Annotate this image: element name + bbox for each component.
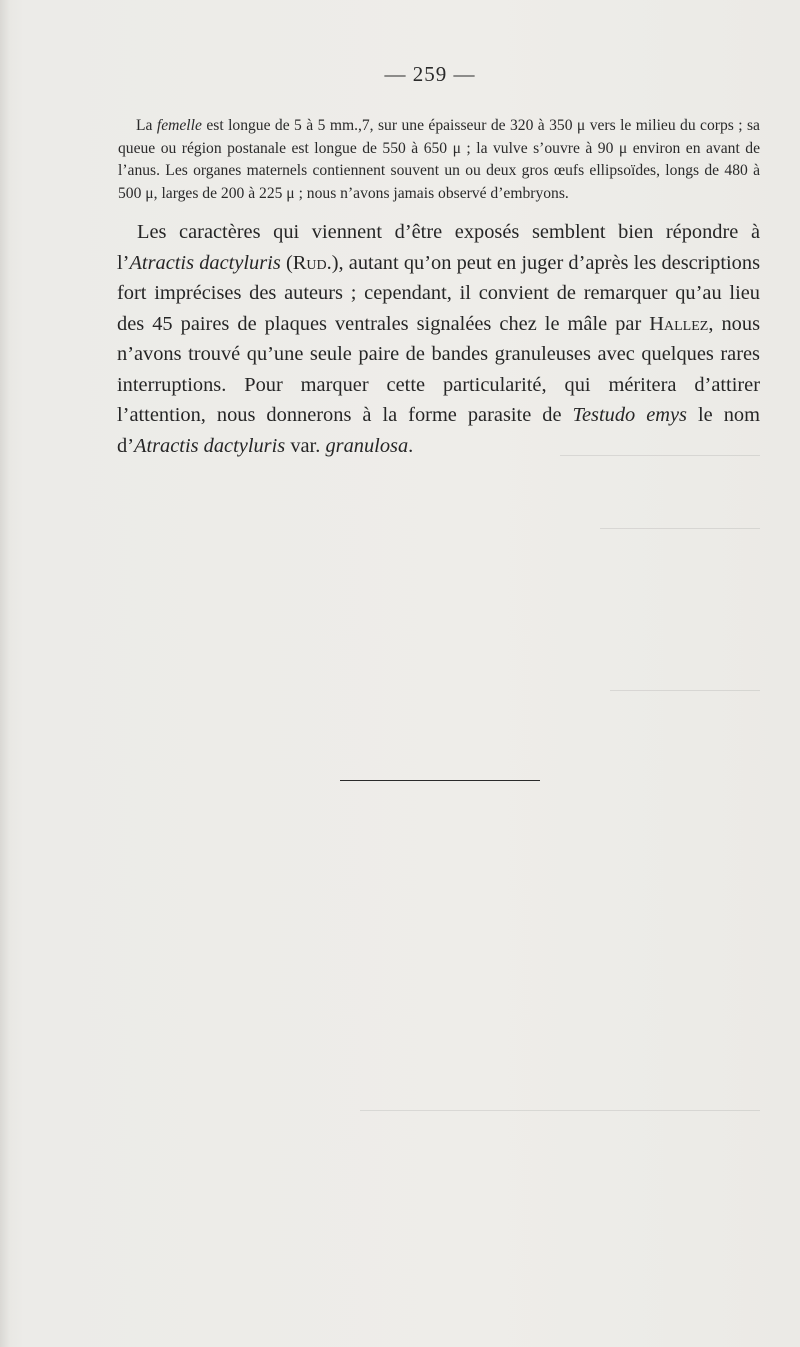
page-number: — 259 —	[384, 62, 476, 86]
text-run: (	[280, 251, 293, 274]
text-run: La	[136, 117, 157, 134]
female-description-paragraph	[118, 115, 760, 205]
show-through-line	[360, 1110, 760, 1111]
author-name-hallez: Hallez	[649, 312, 709, 335]
main-discussion-paragraph	[117, 217, 760, 461]
text-run: .	[408, 434, 414, 457]
variety-name: granulosa	[325, 434, 409, 457]
species-name: Atractis dactyluris	[134, 434, 286, 457]
host-species-name: Testudo emys	[572, 404, 687, 426]
italic-term-femelle: femelle	[156, 117, 202, 134]
show-through-line	[560, 455, 760, 456]
text-run: , nous n’avons trouvé qu’une seule paire de bandes granuleuses avec quelques rares interruptions. Pour marquer cette particularité, qui méritera d’attirer l’attention, nous donnerons à la forme parasite de	[117, 312, 761, 426]
show-through-line	[610, 690, 760, 691]
species-name: Atractis dactyluris	[129, 251, 281, 274]
text-run: ), autant qu’on peut en juger d’après les descriptions fort imprécises des auteurs ; cependant, il convient de remarquer qu’au lieu des 45 paires de plaques ventrales signalées chez le mâle par	[117, 251, 761, 335]
show-through-line	[600, 528, 760, 529]
text-run: var.	[285, 434, 326, 457]
text-run: est longue de 5 à 5 mm.,7, sur une épaisseur de 320 à 350 μ vers le milieu du corps ; sa queue ou région postanale est longue de 550 à 650 μ ; la vulve s’ouvre à 90 μ environ en avant de l’anus. Les organes maternels contiennent souvent un ou deux gros œufs ellipsoïdes, longs de 480 à 500 μ, larges de 200 à 225 μ ; nous n’avons jamais observé d’embryons.	[118, 117, 760, 202]
text-run: le nom d’	[117, 404, 760, 457]
author-name-rud: Rud.	[292, 251, 332, 274]
text-run: Les caractères qui viennent d’être exposés semblent bien répondre à l’	[117, 221, 760, 274]
section-divider	[340, 780, 540, 781]
